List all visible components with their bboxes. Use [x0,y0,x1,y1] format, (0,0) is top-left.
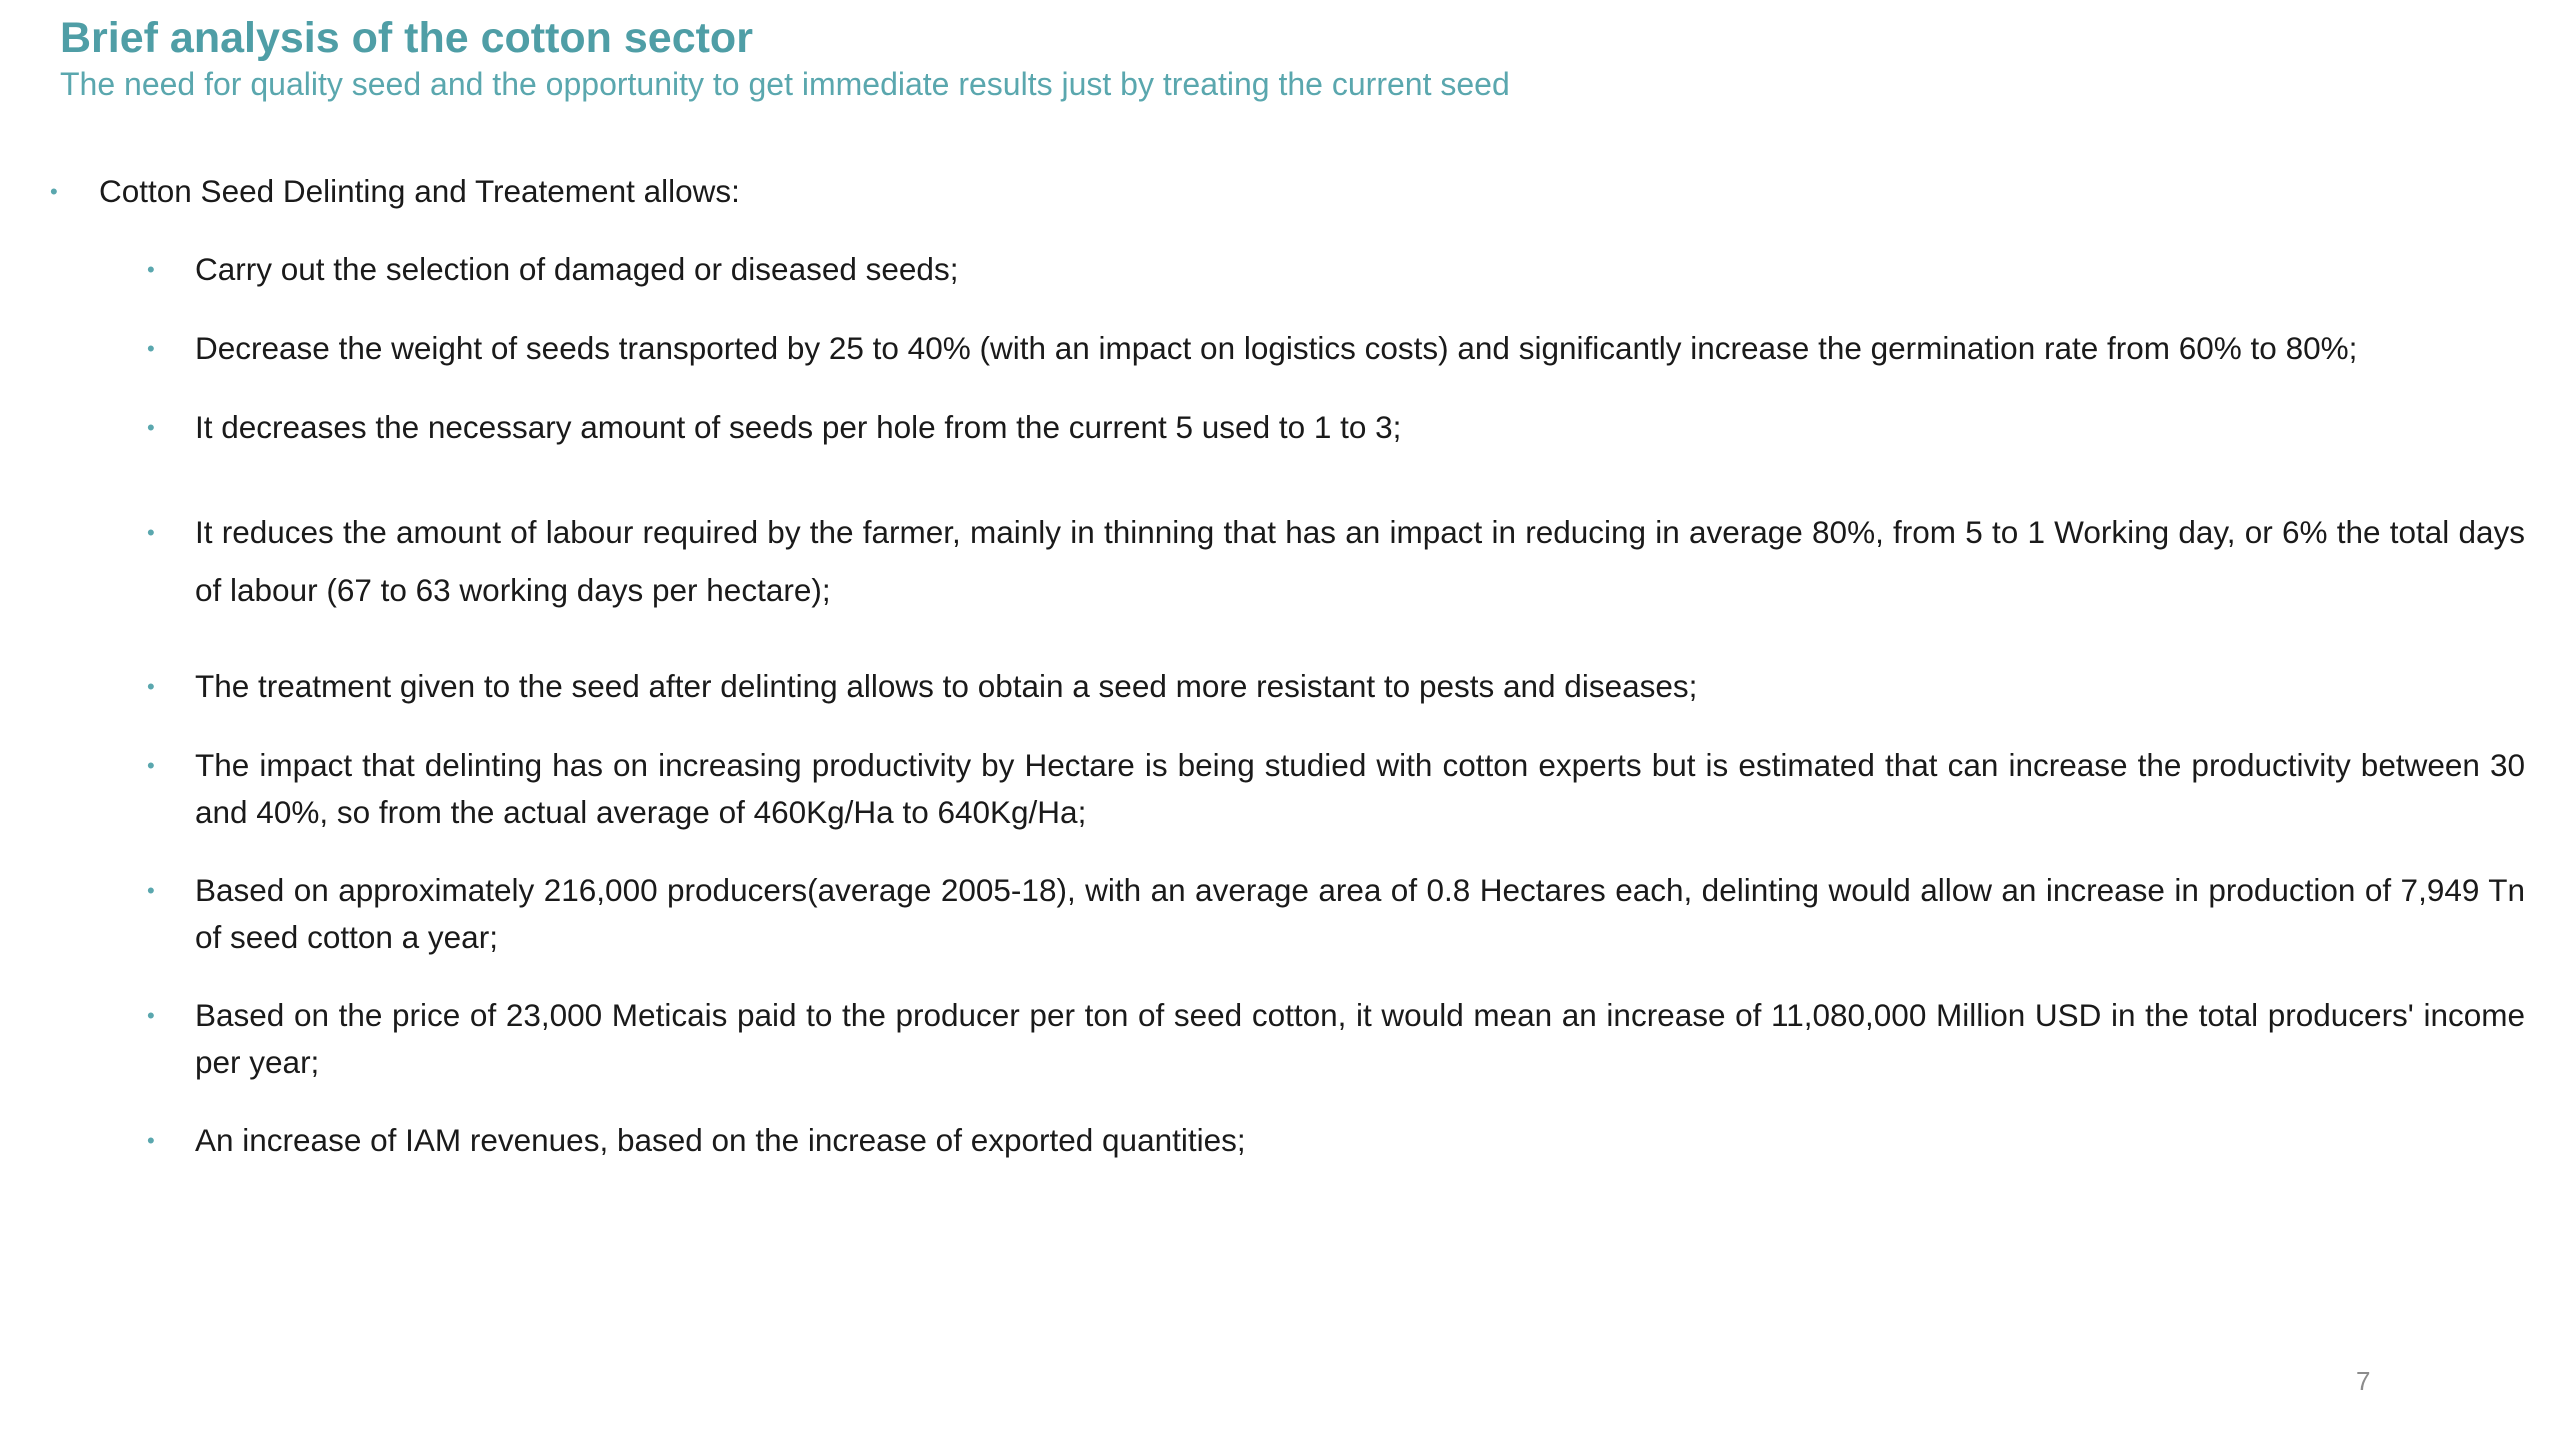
bullet-dot-icon: • [147,674,155,699]
slide-title: Brief analysis of the cotton sector [60,14,753,62]
list-item: Carry out the selection of damaged or diseased seeds; [195,251,959,287]
list-item: Based on approximately 216,000 producers(average 2005-18), with an average area of 0.8 Hectares each, delinting would allow an increase in production of 7,949 Tn of seed cotton a year; [195,872,2525,955]
bullet-dot-icon: • [147,1003,155,1028]
bullet-dot-icon: • [147,336,155,361]
list-item: The impact that delinting has on increasing productivity by Hectare is being studied with cotton experts but is estimated that can increase the productivity between 30 and 40%, so from the actual average of 460Kg/Ha to 640Kg/Ha; [195,747,2525,830]
bullet-dot-icon: • [147,520,155,545]
list-item: An increase of IAM revenues, based on the increase of exported quantities; [195,1122,1246,1158]
bullet-dot-icon: • [147,257,155,282]
list-item: It decreases the necessary amount of seeds per hole from the current 5 used to 1 to 3; [195,409,1402,445]
list-item: Decrease the weight of seeds transported by 25 to 40% (with an impact on logistics costs) and significantly increase the germination rate from 60% to 80%; [195,330,2358,366]
page-number: 7 [2356,1366,2371,1396]
bullet-dot-icon: • [147,1128,155,1153]
slide-subtitle: The need for quality seed and the opportunity to get immediate results just by treating the current seed [60,66,1510,102]
bullet-dot-icon: • [147,415,155,440]
list-item: The treatment given to the seed after delinting allows to obtain a seed more resistant to pests and diseases; [195,668,1698,704]
list-item: It reduces the amount of labour required by the farmer, mainly in thinning that has an impact in reducing in average 80%, from 5 to 1 Working day, or 6% the total days of labour (67 to 63 working days per hectare); [195,514,2525,608]
intro-text: Cotton Seed Delinting and Treatement allows: [99,173,740,209]
bullet-dot-icon: • [50,179,58,204]
bullet-dot-icon: • [147,878,155,903]
list-item: Based on the price of 23,000 Meticais paid to the producer per ton of seed cotton, it would mean an increase of 11,080,000 Million USD in the total producers' income per year; [195,997,2525,1080]
bullet-dot-icon: • [147,753,155,778]
